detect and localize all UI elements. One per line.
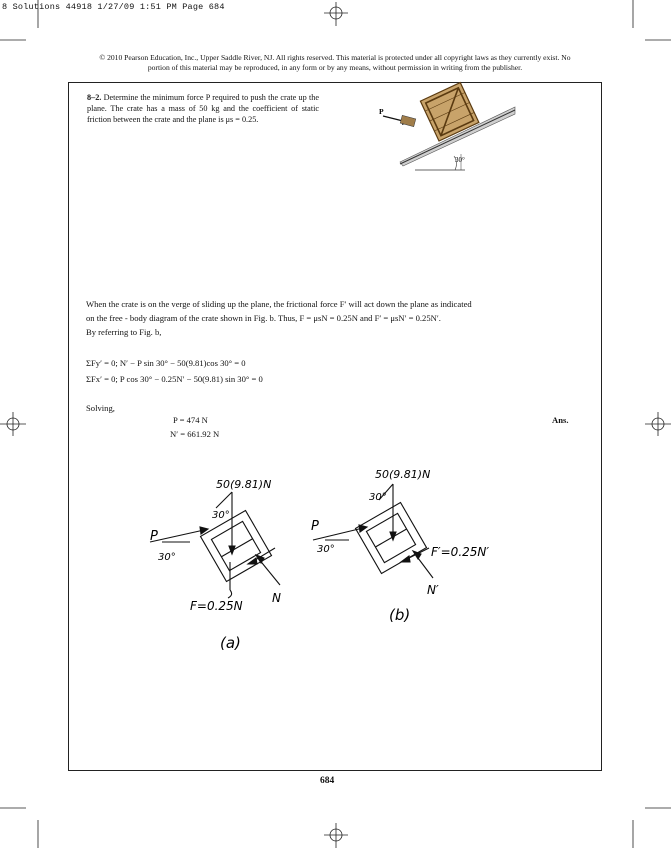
- fbd-b-friction-label: F′=0.25N′: [431, 545, 490, 559]
- problem-statement: [87, 92, 319, 125]
- problem-figure: [375, 92, 525, 182]
- content-border: [68, 82, 602, 771]
- fbd-a-normal-label: N: [272, 591, 281, 605]
- problem-text: Determine the minimum force P required to push the crate up the plane. The crate has a mass of 50 kg and the coefficient of static friction between the crate and the plane is μs = 0.25.: [87, 93, 319, 124]
- figure-label-angle: 30°: [455, 156, 465, 164]
- fbd-b-force-p: P: [311, 519, 319, 534]
- fbd-a: [140, 470, 330, 660]
- result-n: N′ = 661.92 N: [170, 429, 220, 439]
- page-number: 684: [320, 776, 335, 786]
- solving-label: Solving,: [86, 403, 115, 413]
- answer-label: Ans.: [552, 415, 569, 425]
- result-p: P = 474 N: [173, 415, 208, 425]
- fbd-b: [305, 460, 520, 630]
- fbd-a-weight-label: 50(9.81)N: [216, 478, 272, 491]
- fbd-b-weight-label: 50(9.81)N: [375, 468, 431, 481]
- solution-line-2: on the free - body diagram of the crate shown in Fig. b. Thus, F = μsN = 0.25N and F′ = μsN′ = 0.25N′.: [86, 313, 441, 323]
- fbd-b-angle-p: 30°: [317, 544, 335, 555]
- equation-sum-fy: ΣFy′ = 0; N′ − P sin 30° − 50(9.81)cos 30° = 0: [86, 358, 246, 368]
- fbd-b-caption: (b): [389, 606, 411, 624]
- running-head: 8 Solutions 44918 1/27/09 1:51 PM Page 684: [2, 2, 225, 12]
- fbd-b-angle-top: 30°: [369, 492, 387, 503]
- copyright-notice: © 2010 Pearson Education, Inc., Upper Saddle River, NJ. All rights reserved. This material is protected under all copyright laws as they currently exist. No portion of this material may be reproduced, in any form or by any means, without permission in writing from the publisher.: [99, 53, 571, 72]
- equation-sum-fx: ΣFx′ = 0; P cos 30° − 0.25N′ − 50(9.81) sin 30° = 0: [86, 374, 263, 384]
- figure-label-p: P: [379, 107, 384, 116]
- solution-line-1: When the crate is on the verge of sliding up the plane, the frictional force F′ will act down the plane as indicated: [86, 299, 472, 309]
- fbd-a-force-p: P: [150, 529, 158, 544]
- fbd-a-caption: (a): [220, 634, 241, 652]
- fbd-a-friction-label: F=0.25N: [190, 599, 243, 613]
- fbd-b-normal-label: N′: [427, 583, 439, 597]
- solution-line-3: By referring to Fig. b,: [86, 327, 162, 337]
- fbd-a-angle-p: 30°: [158, 552, 176, 563]
- fbd-a-angle-top: 30°: [212, 510, 230, 521]
- problem-number: 8–2.: [87, 93, 102, 102]
